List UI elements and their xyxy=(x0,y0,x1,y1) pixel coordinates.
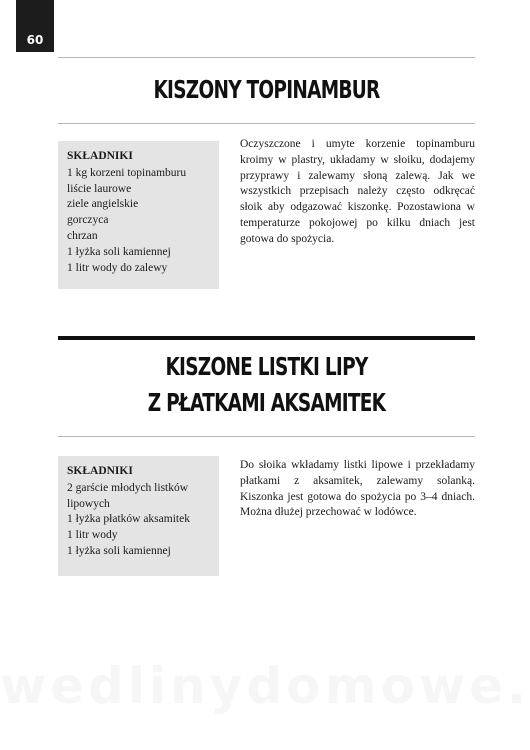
recipe-2-title xyxy=(112,349,421,421)
ingredient-item: liście laurowe xyxy=(67,182,132,195)
recipe-1-description: Oczyszczone i umyte korzenie topinamburu kroimy w plastry, układamy w słoiku, dodajemy przyprawy i zalewamy słoną zalewą. Jak we wszystkich przepisach należy często odkręcać słoik aby odgazować kiszonkę. Pozostawiona w temperaturze pokojowej po kilku dniach jest gotowa do spożycia. xyxy=(240,138,475,245)
ingredient-item: 2 garście młodych listków lipowych xyxy=(67,481,189,510)
ingredient-item: 1 kg korzeni topinamburu xyxy=(67,166,187,179)
recipe-1-ingredients-box xyxy=(58,141,219,289)
recipe-1-title-divider xyxy=(58,123,475,124)
recipe-2-description: Do słoika wkładamy listki lipowe i przekładamy płatkami z aksamitek, zalewamy solanką. Kiszonka jest gotowa do spożycia po 3–4 dniach. Można dłużej przechować w lodówce. xyxy=(240,459,475,519)
recipe-1-title xyxy=(112,72,421,108)
watermark xyxy=(0,657,530,715)
ingredient-item: chrzan xyxy=(67,229,98,242)
recipe-2-title-line-1: KISZONE LISTKI LIPY xyxy=(165,352,368,381)
ingredient-item: 1 łyżka soli kamiennej xyxy=(67,544,171,557)
recipe-2-ingredients-box xyxy=(58,456,219,576)
section-divider xyxy=(58,336,475,340)
ingredient-item: ziele angielskie xyxy=(67,198,139,211)
page-number-tab xyxy=(16,0,54,52)
ingredient-item: 1 łyżka soli kamiennej xyxy=(67,245,171,258)
ingredient-item: 1 łyżka płatków aksamitek xyxy=(67,513,190,526)
recipe-2-ingredients-heading: SKŁADNIKI xyxy=(67,465,133,477)
ingredient-item: gorczyca xyxy=(67,214,109,227)
recipe-1-ingredients-heading: SKŁADNIKI xyxy=(67,150,133,162)
recipe-2-title-divider xyxy=(58,436,475,437)
ingredient-item: 1 litr wody do zalewy xyxy=(67,261,168,274)
top-divider xyxy=(58,57,475,58)
recipe-1-title-line-1: KISZONY TOPINAMBUR xyxy=(153,75,380,104)
ingredient-item: 1 litr wody xyxy=(67,529,118,542)
page-number: 60 xyxy=(26,33,44,47)
recipe-2-title-line-2: Z PŁATKAMI AKSAMITEK xyxy=(147,388,386,417)
